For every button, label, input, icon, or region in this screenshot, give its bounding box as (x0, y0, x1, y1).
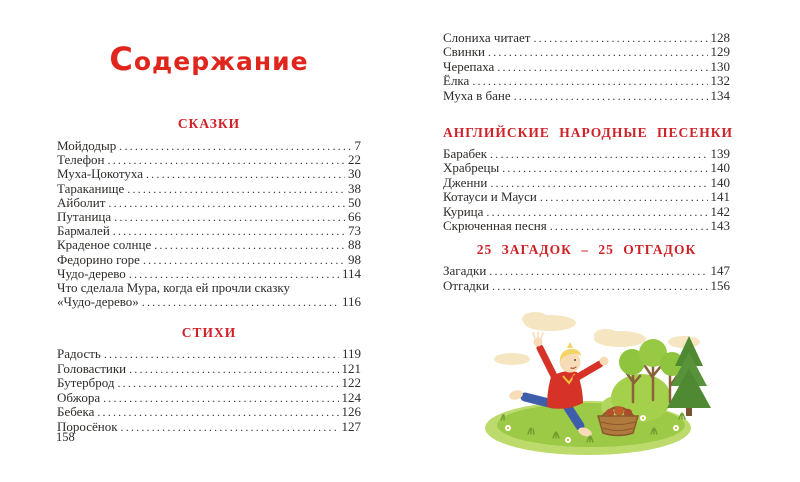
toc-entry (57, 361, 361, 376)
toc-entry-title: Федорино горе (57, 251, 140, 267)
toc-entry-page: 119 (341, 346, 361, 361)
toc-entry (443, 189, 730, 203)
toc-entry (443, 175, 730, 189)
toc-entry-page: 143 (710, 217, 730, 233)
toc-entry (57, 390, 361, 405)
section-heading-english-songs: АНГЛИЙСКИЕ НАРОДНЫЕ ПЕСЕНКИ (443, 125, 733, 140)
dot-leader (488, 45, 708, 60)
toc-entry (57, 138, 361, 152)
dot-leader (119, 139, 351, 154)
dot-leader (103, 391, 338, 406)
section-heading-skazki: СКАЗКИ (177, 116, 241, 131)
toc-entry-title: «Чудо-дерево» (57, 294, 139, 310)
toc-entry (443, 263, 730, 278)
page-number: 158 (56, 430, 75, 444)
toc-entry (57, 375, 361, 390)
toc-entry-page: 127 (341, 418, 361, 434)
toc-entry-title: Котауси и Мауси (443, 189, 537, 205)
toc-entry-page: 66 (348, 208, 361, 224)
toc-entry-title: Скрюченная песня (443, 217, 547, 233)
toc-entry-page: 134 (710, 87, 730, 103)
toc-entry-page: 140 (710, 174, 730, 190)
toc-entry-page: 130 (710, 58, 730, 74)
dot-leader (117, 376, 338, 391)
toc-entry-title: Черепаха (443, 58, 495, 74)
toc-list-riddles (443, 263, 730, 293)
toc-entry (443, 204, 730, 218)
toc-entry-page: 140 (710, 160, 730, 176)
toc-entry-title: Слониха читает (443, 30, 531, 45)
dot-leader (146, 167, 345, 182)
toc-entry-title: Бебека (57, 404, 95, 420)
toc-list-stihi (57, 346, 361, 434)
toc-entry-page: 126 (341, 404, 361, 420)
toc-entry (57, 152, 361, 166)
dot-leader (104, 347, 339, 362)
toc-list-english-songs (443, 146, 730, 232)
toc-entry-page: 7 (354, 138, 361, 153)
toc-entry-title: Поросёнок (57, 418, 118, 434)
toc-entry-page: 142 (710, 203, 730, 219)
section-heading-stihi: СТИХИ (181, 325, 237, 340)
toc-entry-title: Обжора (57, 389, 101, 405)
toc-entry-title: Головастики (57, 360, 127, 376)
dot-leader (127, 182, 345, 197)
dot-leader (154, 238, 345, 253)
dot-leader (129, 362, 338, 377)
toc-entry (443, 30, 730, 44)
toc-entry (57, 181, 361, 195)
page-title: Содержание (109, 40, 309, 78)
toc-entry (57, 280, 361, 294)
toc-entry-page: 50 (348, 194, 361, 210)
toc-entry-title: Что сделала Мура, когда ей прочли сказку (57, 279, 290, 295)
dot-leader (121, 420, 339, 435)
toc-entry (57, 195, 361, 209)
toc-entry-page: 128 (710, 30, 730, 45)
dot-leader (492, 279, 707, 294)
toc-entry (57, 294, 361, 308)
toc-entry (57, 419, 361, 434)
toc-entry (443, 160, 730, 174)
toc-entry-page: 116 (341, 294, 361, 310)
toc-entry-page: 114 (341, 265, 361, 281)
toc-entry-page: 156 (710, 278, 730, 293)
toc-entry-page: 73 (348, 223, 361, 239)
illustration-boy-running (483, 306, 719, 460)
toc-entry-page: 139 (710, 146, 730, 161)
dot-leader (540, 190, 708, 205)
toc-entry-title: Айболит (57, 194, 106, 210)
toc-entry-page: 132 (710, 73, 730, 89)
toc-entry-page: 38 (348, 180, 361, 196)
toc-entry (443, 59, 730, 73)
toc-list-skazki (57, 138, 361, 308)
toc-entry-title: Мойдодыр (57, 138, 117, 153)
section-heading-riddles: 25 ЗАГАДОК – 25 ОТГАДОК (476, 242, 697, 257)
toc-entry (443, 73, 730, 87)
dot-leader (490, 147, 707, 162)
toc-entry (57, 223, 361, 237)
toc-entry-title: Храбрецы (443, 160, 500, 176)
dot-leader (108, 153, 345, 168)
toc-entry (443, 88, 730, 102)
toc-entry (57, 252, 361, 266)
toc-entry (57, 404, 361, 419)
toc-entry-title: Чудо-дерево (57, 265, 126, 281)
toc-entry (57, 237, 361, 251)
toc-entry-title: Радость (57, 346, 101, 361)
toc-entry-page: 30 (348, 166, 361, 182)
toc-entry-title: Телефон (57, 152, 105, 168)
toc-entry-title: Барабек (443, 146, 488, 161)
dot-leader (108, 196, 345, 211)
toc-entry (443, 278, 730, 293)
toc-entry-page: 124 (341, 389, 361, 405)
toc-entry-page: 141 (710, 189, 730, 205)
toc-list-continued (443, 30, 730, 102)
dot-leader (550, 219, 708, 234)
dot-leader (497, 60, 707, 75)
dot-leader (142, 295, 339, 310)
toc-entry-title: Муха в бане (443, 87, 511, 103)
dot-leader (514, 89, 708, 104)
toc-entry (57, 166, 361, 180)
toc-entry-title: Загадки (443, 263, 487, 278)
toc-entry-title: Тараканище (57, 180, 125, 196)
toc-entry-page: 147 (710, 263, 730, 278)
toc-entry-page: 88 (348, 237, 361, 253)
toc-entry-title: Отгадки (443, 278, 490, 293)
toc-entry-page: 121 (341, 360, 361, 376)
dot-leader (489, 264, 707, 279)
toc-entry (57, 346, 361, 361)
dot-leader (502, 161, 707, 176)
toc-entry (443, 44, 730, 58)
dot-leader (97, 405, 338, 420)
toc-entry-title: Ёлка (443, 73, 470, 89)
toc-entry-page: 22 (348, 152, 361, 168)
dot-leader (143, 253, 345, 268)
toc-entry-page: 129 (710, 44, 730, 60)
toc-entry-page: 98 (348, 251, 361, 267)
toc-entry-title: Муха-Цокотуха (57, 166, 143, 182)
toc-entry (57, 209, 361, 223)
toc-entry-page: 122 (341, 375, 361, 391)
toc-entry-title: Курица (443, 203, 484, 219)
toc-entry (443, 146, 730, 160)
fir-tree (667, 336, 711, 416)
toc-entry (57, 266, 361, 280)
toc-entry-title: Бармалей (57, 223, 110, 239)
toc-entry (443, 218, 730, 232)
dot-leader (114, 210, 345, 225)
toc-entry-title: Краденое солнце (57, 237, 152, 253)
toc-entry-title: Свинки (443, 44, 485, 60)
toc-entry-title: Путаница (57, 208, 112, 224)
toc-entry-title: Дженни (443, 174, 488, 190)
toc-entry-title: Бутерброд (57, 375, 115, 391)
dot-leader (533, 31, 707, 46)
